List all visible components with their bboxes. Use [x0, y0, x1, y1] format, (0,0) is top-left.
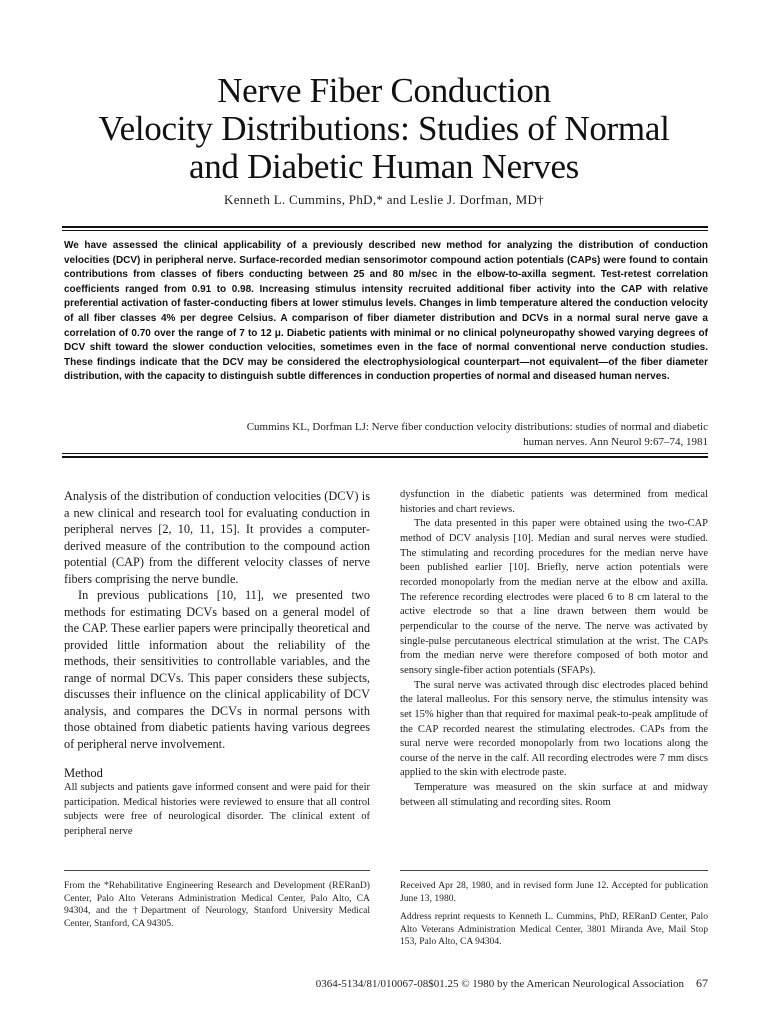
title-line: and Diabetic Human Nerves: [189, 147, 579, 186]
bottom-rule-thin: [62, 453, 708, 454]
reprint-footnote: Address reprint requests to Kenneth L. Cummins, PhD, RERanD Center, Palo Alto Veterans Administration Medical Center, 3801 Miranda Ave, Mail Stop 153, Palo Alto, CA 94304.: [400, 911, 708, 947]
intro-paragraph: Analysis of the distribution of conduction velocities (DCV) is a new clinical and research tool for evaluating conduction in peripheral nerves [2, 10, 11, 15]. It provides a computer-derived measure of the contribution to the compound action potential (CAP) from the different velocity classes of nerve fibers comprising the nerve bundle.: [64, 489, 370, 586]
abstract-text: We have assessed the clinical applicability of a previously described new method for analyzing the distribution of conduction velocities (DCV) in peripheral nerve. Surface-recorded median sensorimotor compound action potentials (CAPs) were found to contain contributions from classes of fibers conducting between 25 and 80 m/sec in the elbow-to-axilla segment. Test-retest correlation coefficients ranged from 0.91 to 0.98. Increasing stimulus intensity recruited additional fiber activity into the CAP with relative preferential activation of faster-conducting fibers at lower stimulus levels. Changes in limb temperature altered the conduction velocity of all fiber classes 4% per degree Celsius. A comparison of fiber diameter distribution and DCVs in a normal sural nerve gave a correlation of 0.70 over the range of 7 to 12 μ. Diabetic patients with minimal or no clinical polyneuropathy showed varying degrees of DCV shift toward the slower conduction velocities, sometimes even in the face of normal conventional nerve conduction studies. These findings indicate that the DCV may be considered the electrophysiological counterpart—not equivalent—of the fiber diameter distribution, with the capacity to distinguish subtle differences in conduction properties of normal and diseased human nerves.: [64, 240, 708, 383]
title-line: Velocity Distributions: Studies of Normal: [98, 109, 670, 148]
body-paragraph: The sural nerve was activated through disc electrodes placed behind the lateral malleolus. For this sensory nerve, the stimulus intensity was set 15% higher than that required for maximal peak-to-peak amplitude of the CAP recorded nearest the stimulating electrodes. CAPs from the sural nerve were recorded monopolarly from two locations along the course of the nerve in the calf. All recording electrodes were 7 mm discs applied to the skin with electrode paste.: [400, 679, 708, 779]
page-number: 67: [696, 976, 708, 990]
body-column-left: [64, 488, 370, 839]
method-paragraph: All subjects and patients gave informed consent and were paid for their participation. Medical histories were reviewed to ensure that all control subjects were free of neurological disorder. The clinical extent of peripheral nerve: [64, 782, 370, 837]
page-footer: [150, 976, 708, 991]
article-title: [60, 72, 708, 186]
citation-line: Cummins KL, Dorfman LJ: Nerve fiber conduction velocity distributions: studies of normal and diabetic: [246, 421, 708, 433]
title-line: Nerve Fiber Conduction: [217, 71, 551, 110]
received-footnote: Received Apr 28, 1980, and in revised form June 12. Accepted for publication June 13, 1980.: [400, 880, 708, 904]
top-rule: [62, 226, 708, 228]
body-paragraph: Temperature was measured on the skin surface at and midway between all stimulating and recording sites. Room: [400, 782, 708, 808]
footnote-left: [64, 880, 370, 930]
section-heading-method: Method: [64, 766, 103, 780]
affiliation-footnote: From the *Rehabilitative Engineering Research and Development (RERanD) Center, Palo Alto Veterans Administration Medical Center, Palo Alto, CA 94304, and the †Department of Neurology, Stanford University Medical Center, Stanford, CA 94305.: [64, 880, 370, 929]
citation-line: human nerves. Ann Neurol 9:67–74, 1981: [523, 435, 708, 448]
body-paragraph: The data presented in this paper were obtained using the two-CAP method of DCV analysis [10]. Median and sural nerves were studied. The stimulating and recording procedures for the median nerve have been published earlier [10]. Briefly, nerve action potentials were recorded monopolarly from the median nerve at the elbow and axilla. The reference recording electrodes were placed 6 to 8 cm lateral to the active electrode so that a line drawn between them would be perpendicular to the course of the nerve. The nerve was activated by single-pulse percutaneous electrical stimulation at the wrist. The CAPs from the median nerve were therefore composed of both motor and sensory single-fiber action potentials (SFAPs).: [400, 518, 708, 676]
top-rule-thin: [62, 230, 708, 231]
copyright-line: 0364-5134/81/010067-08$01.25 © 1980 by the American Neurological Association: [315, 978, 684, 990]
footnote-divider-right: [400, 870, 708, 871]
author-line: Kenneth L. Cummins, PhD,* and Leslie J. Dorfman, MD†: [224, 192, 544, 207]
citation: [120, 420, 708, 449]
body-paragraph: dysfunction in the diabetic patients was determined from medical histories and chart reviews.: [400, 489, 708, 515]
bottom-rule: [62, 456, 708, 458]
intro-paragraph: In previous publications [10, 11], we presented two methods for estimating DCVs based on a general model of the CAP. These earlier papers were principally theoretical and provided little information about the reliability of the methods, their sensitivities to controllable variables, and the range of normal DCVs. This paper considers these subjects, discusses their influence on the clinical applicability of DCV analysis, and compares the DCVs in normal persons with those obtained from diabetic patients having various degrees of peripheral nerve involvement.: [64, 588, 370, 751]
body-column-right: [400, 488, 708, 810]
footnote-divider-left: [64, 870, 370, 871]
footnote-right: [400, 880, 708, 949]
